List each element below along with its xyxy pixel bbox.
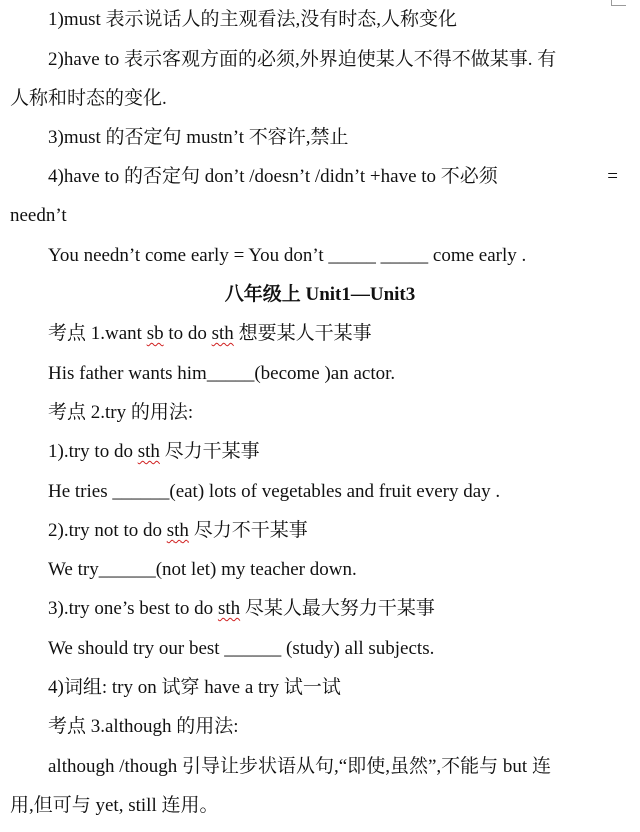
spellcheck-word: sth (217, 598, 241, 619)
have-to-negative-line: 4)have to 的否定句 don’t /doesn’t /didn’t +have to 不必须 = (0, 163, 640, 191)
have-to-usage-line: 2)have to 表示客观方面的必须,外界迫使某人不得不做某事. 有 (48, 49, 557, 70)
neednt-line: needn’t (10, 205, 67, 226)
equals-sign: = (607, 166, 618, 187)
point-3-line: 考点 3.although 的用法: (48, 716, 239, 737)
spellcheck-word: sb (146, 323, 164, 344)
point-2-line: 考点 2.try 的用法: (48, 402, 194, 423)
try-best-line: 3).try one’s best to do sth 尽某人最大努力干某事 (48, 598, 435, 619)
try-best-example-line: We should try our best ______ (study) all subjects. (48, 638, 435, 659)
must-usage-line: 1)must 表示说话人的主观看法,没有时态,人称变化 (48, 9, 458, 30)
section-heading: 八年级上 Unit1—Unit3 (224, 284, 416, 305)
try-not-to-do-example-line: We try______(not let) my teacher down. (48, 559, 357, 580)
have-to-usage-line-cont: 人称和时态的变化. (10, 88, 167, 109)
point-1-example-line: His father wants him_____(become )an actor. (48, 363, 396, 384)
neednt-example-line: You needn’t come early = You don’t _____ _____ come early . (48, 245, 527, 266)
try-not-to-do-line: 2).try not to do sth 尽力不干某事 (48, 520, 308, 541)
try-to-do-example-line: He tries ______(eat) lots of vegetables and fruit every day . (48, 481, 501, 502)
mustnt-line: 3)must 的否定句 mustn’t 不容许,禁止 (48, 127, 349, 148)
try-to-do-line: 1).try to do sth 尽力干某事 (48, 441, 260, 462)
although-usage-line: although /though 引导让步状语从句,“即使,虽然”,不能与 but 连 (48, 756, 551, 777)
phrases-line: 4)词组: try on 试穿 have a try 试一试 (48, 677, 341, 698)
spellcheck-word: sth (166, 520, 189, 541)
point-1-line: 考点 1.want sb to do sth 想要某人干某事 (48, 323, 372, 344)
spellcheck-word: sth (211, 323, 234, 344)
although-usage-line-cont: 用,但可与 yet, still 连用。 (10, 795, 219, 816)
spellcheck-word: sth (137, 441, 160, 462)
